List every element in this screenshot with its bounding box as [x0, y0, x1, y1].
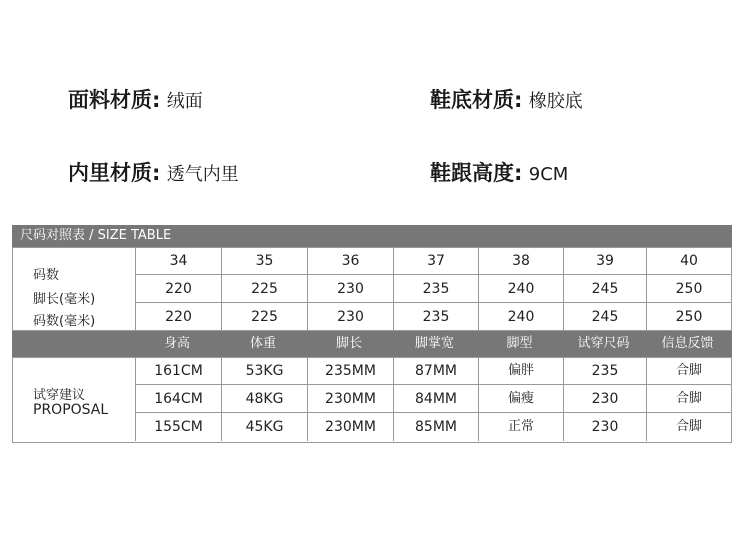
size-table-body: [12, 247, 732, 331]
size-cell: 220: [135, 303, 221, 331]
attr-value: 透气内里: [166, 164, 239, 185]
size-cell: 37: [393, 247, 478, 275]
attr-upper-material: [68, 84, 203, 114]
proposal-header-cell: 脚长: [335, 336, 362, 351]
proposal-cell: 45KG: [221, 413, 307, 441]
attr-key: 内里材质:: [68, 161, 161, 185]
proposal-cell: 84MM: [393, 385, 478, 413]
size-cell: 250: [646, 303, 731, 331]
proposal-cell: 53KG: [221, 357, 307, 385]
proposal-cell: 87MM: [393, 357, 478, 385]
proposal-cell: 偏胖: [478, 357, 563, 385]
proposal-header-cell: 脚掌宽: [414, 336, 454, 351]
proposal-cell: 230: [563, 385, 646, 413]
proposal-cell: 235: [563, 357, 646, 385]
proposal-cell: 正常: [478, 413, 563, 441]
proposal-header-cell: 试穿尺码: [577, 336, 630, 351]
attr-value: 绒面: [166, 91, 203, 112]
proposal-cell: 230MM: [307, 413, 393, 441]
attr-key: 面料材质:: [68, 88, 161, 112]
size-cell: 35: [221, 247, 307, 275]
proposal-cell: 合脚: [646, 357, 731, 385]
proposal-cell: 48KG: [221, 385, 307, 413]
size-cell: 40: [646, 247, 731, 275]
size-cell: 39: [563, 247, 646, 275]
proposal-cell: 230: [563, 413, 646, 441]
proposal-cell: 235MM: [307, 357, 393, 385]
size-cell: 220: [135, 275, 221, 303]
size-cell: 230: [307, 275, 393, 303]
size-cell: 225: [221, 275, 307, 303]
proposal-header-cell: 信息反馈: [661, 336, 714, 351]
row-label-foot-length: 脚长(毫米): [33, 292, 96, 307]
attr-sole-material: [430, 84, 583, 114]
attr-key: 鞋跟高度:: [430, 161, 523, 185]
proposal-cell: 偏瘦: [478, 385, 563, 413]
size-cell: 36: [307, 247, 393, 275]
size-cell: 240: [478, 275, 563, 303]
size-cell: 38: [478, 247, 563, 275]
proposal-cell: 164CM: [135, 385, 221, 413]
proposal-cell: 155CM: [135, 413, 221, 441]
proposal-header-cell: 脚型: [506, 336, 533, 351]
size-cell: 230: [307, 303, 393, 331]
attr-key: 鞋底材质:: [430, 88, 523, 112]
attr-value: 9CM: [528, 164, 569, 185]
attr-value: 橡胶底: [528, 91, 583, 112]
row-label-size-mm: 码数(毫米): [33, 314, 96, 329]
proposal-cell: 合脚: [646, 413, 731, 441]
proposal-label-en: PROPOSAL: [33, 402, 109, 418]
size-cell: 225: [221, 303, 307, 331]
size-cell: 250: [646, 275, 731, 303]
proposal-cell: 230MM: [307, 385, 393, 413]
proposal-cell: 合脚: [646, 385, 731, 413]
size-cell: 245: [563, 303, 646, 331]
proposal-header-cell: 身高: [163, 336, 190, 351]
proposal-header-cell: 体重: [249, 336, 276, 351]
proposal-table-body: [12, 357, 732, 443]
proposal-cell: 85MM: [393, 413, 478, 441]
proposal-cell: 161CM: [135, 357, 221, 385]
proposal-label-cn: 试穿建议: [33, 388, 86, 403]
size-cell: 240: [478, 303, 563, 331]
attr-heel-height: [430, 157, 568, 187]
size-table: [12, 225, 732, 443]
size-cell: 34: [135, 247, 221, 275]
row-label-size: 码数: [33, 268, 60, 283]
proposal-header-bar: [12, 331, 732, 357]
size-cell: 235: [393, 275, 478, 303]
attr-lining-material: [68, 157, 239, 187]
size-table-title: 尺码对照表 / SIZE TABLE: [12, 225, 732, 247]
size-cell: 235: [393, 303, 478, 331]
size-cell: 245: [563, 275, 646, 303]
